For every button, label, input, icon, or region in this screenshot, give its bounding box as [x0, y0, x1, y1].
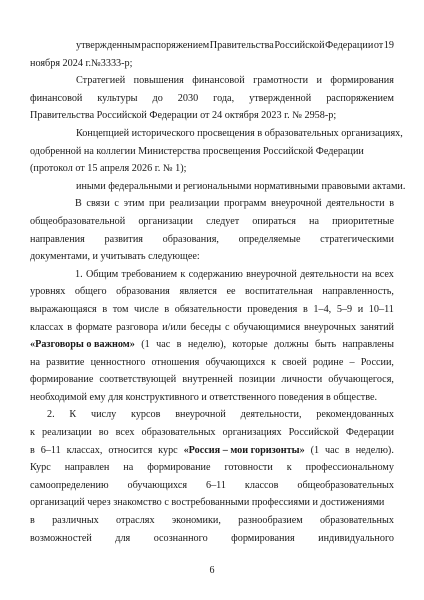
- word: России,: [360, 356, 394, 368]
- word: «Разговоры о важном»: [30, 339, 135, 351]
- word: 6–11: [40, 444, 61, 456]
- word: на: [123, 462, 134, 474]
- document-body: [30, 37, 406, 547]
- word: формирование: [147, 462, 211, 474]
- text-line: [30, 107, 394, 125]
- word: требованием: [121, 268, 178, 280]
- paragraph: [30, 266, 394, 407]
- text-line: [30, 406, 394, 424]
- word: соответствующей: [99, 374, 177, 386]
- word: числе: [134, 303, 159, 315]
- word: направления: [30, 233, 85, 245]
- word: быть: [314, 339, 337, 351]
- text-line: [30, 143, 394, 161]
- word: обучающихся: [127, 479, 188, 491]
- word: 10–11: [368, 303, 394, 315]
- word: которые: [232, 339, 268, 351]
- word: с: [114, 198, 119, 210]
- word: связи: [86, 198, 110, 210]
- word: Стратегией: [76, 75, 126, 87]
- word: культуры: [97, 92, 138, 104]
- word: и: [316, 75, 322, 87]
- word: ее: [226, 286, 236, 298]
- word: 6–11: [205, 479, 226, 491]
- word: организациях: [222, 427, 282, 439]
- word: образовательных: [141, 427, 216, 439]
- word: К: [69, 409, 77, 421]
- word: организаций через знакомство с востребованными профессиями и достижениями: [30, 497, 385, 509]
- word: 19: [383, 40, 394, 51]
- word: 1–4,: [313, 303, 332, 315]
- word: отношения: [151, 356, 200, 368]
- word: распоряжением: [141, 40, 210, 51]
- word: приоритетные: [332, 215, 394, 227]
- word: позиции: [238, 374, 276, 386]
- word: уровнях: [30, 286, 66, 298]
- word: в: [164, 303, 170, 315]
- word: направлен: [64, 462, 110, 474]
- word: образования: [116, 286, 170, 298]
- word: в: [389, 198, 394, 210]
- word: классов: [244, 479, 279, 491]
- text-line: [30, 160, 394, 178]
- text-line: [30, 336, 394, 354]
- paragraph: [30, 72, 394, 125]
- word: личности: [281, 374, 323, 386]
- word: определяемые: [238, 233, 301, 245]
- text-line: [30, 477, 394, 495]
- word: является: [179, 286, 217, 298]
- paragraph: [30, 406, 394, 547]
- word: выражающаяся: [30, 303, 97, 315]
- word: формирование: [30, 374, 94, 386]
- word: в: [30, 515, 35, 527]
- word: общеобразовательных: [297, 479, 394, 491]
- word: всех: [115, 427, 135, 439]
- word: деятельности,: [240, 409, 302, 421]
- word: курсов: [131, 409, 161, 421]
- paragraph: [30, 37, 394, 72]
- word: опираться: [252, 215, 296, 227]
- word: экономики,: [171, 515, 221, 527]
- word: в: [102, 303, 108, 315]
- word: до: [152, 92, 163, 104]
- word: различных: [52, 515, 99, 527]
- word: неделю).: [355, 444, 394, 456]
- word: одобренной на коллегии Министерства просвещения Российской Федерации: [30, 145, 364, 157]
- word: воспитательная: [245, 286, 313, 298]
- word: направлены: [342, 339, 394, 351]
- word: обучающегося,: [328, 374, 394, 386]
- word: занятий: [359, 321, 394, 333]
- text-line: [30, 459, 394, 477]
- word: час: [156, 339, 171, 351]
- text-line: [30, 512, 394, 530]
- word: внеурочной: [270, 198, 322, 210]
- word: внеурочной: [246, 268, 297, 280]
- word: индивидуального: [318, 532, 394, 544]
- word: своей: [282, 356, 307, 368]
- word: обязательности: [174, 303, 242, 315]
- word: классах: [30, 321, 64, 333]
- word: классах,: [66, 444, 103, 456]
- word: относится: [108, 444, 153, 456]
- word: на: [30, 356, 40, 368]
- text-line: [30, 301, 394, 319]
- word: (протокол от 15 апреля 2026 г. № 1);: [30, 163, 187, 175]
- text-line: [30, 178, 406, 196]
- text-line: [30, 90, 394, 108]
- word: при: [148, 198, 165, 210]
- word: родине: [312, 356, 344, 368]
- word: внеурочных: [304, 321, 357, 333]
- word: рекомендованных: [316, 409, 394, 421]
- word: с: [225, 321, 230, 333]
- word: 2.: [47, 409, 55, 421]
- text-line: [30, 248, 394, 266]
- word: финансовой: [192, 75, 245, 87]
- word: готовности: [224, 462, 273, 474]
- word: повышения: [133, 75, 184, 87]
- page-number: 6: [209, 565, 215, 576]
- text-line: [30, 72, 394, 90]
- word: беседы: [190, 321, 222, 333]
- word: проведения: [247, 303, 298, 315]
- word: образования,: [162, 233, 219, 245]
- word: ценностного: [90, 356, 146, 368]
- word: внутренней: [182, 374, 233, 386]
- word: этим: [123, 198, 145, 210]
- word: 5–9: [336, 303, 353, 315]
- word: во: [98, 427, 109, 439]
- word: в: [345, 444, 350, 456]
- word: Правительства Российской Федерации от 24 октября 2023 г. № 2958-р;: [30, 110, 337, 122]
- word: курс: [158, 444, 178, 456]
- word: на: [309, 215, 319, 227]
- text-line: [30, 530, 394, 548]
- word: формирования: [330, 75, 394, 87]
- text-line: [30, 494, 394, 512]
- word: распоряжением: [326, 92, 394, 104]
- word: формате: [75, 321, 113, 333]
- word: необходимой ему для конструктивного и ответственного поведения в обществе.: [30, 391, 378, 403]
- text-line: [30, 389, 394, 407]
- word: час: [324, 444, 340, 456]
- word: для: [115, 532, 131, 544]
- word: (1: [310, 444, 320, 456]
- text-line: [30, 231, 394, 249]
- word: программ: [223, 198, 267, 210]
- paragraph: [30, 195, 394, 265]
- word: –: [349, 356, 355, 368]
- word: ноября 2024 г.№3333-р;: [30, 57, 133, 69]
- word: года,: [213, 92, 235, 104]
- word: Концепцией исторического просвещения в образовательных организациях,: [76, 127, 403, 139]
- word: (1: [141, 339, 150, 351]
- word: Общим: [85, 268, 119, 280]
- word: профессиональному: [305, 462, 394, 474]
- word: Федерации: [325, 40, 374, 51]
- word: неделю),: [187, 339, 227, 351]
- text-line: [30, 266, 394, 284]
- word: Российской: [288, 427, 339, 439]
- text-line: [30, 319, 394, 337]
- word: Курс: [30, 462, 51, 474]
- word: 2030: [177, 92, 199, 104]
- text-line: [30, 37, 394, 55]
- word: В: [75, 198, 82, 210]
- word: разговора: [116, 321, 159, 333]
- word: следует: [206, 215, 240, 227]
- word: от: [373, 40, 384, 51]
- word: содержанию: [188, 268, 243, 280]
- word: числу: [90, 409, 117, 421]
- word: в: [176, 339, 182, 351]
- word: всех: [375, 268, 394, 280]
- word: развития: [104, 233, 143, 245]
- word: Правительства: [209, 40, 274, 51]
- word: «Россия – мои горизонты»: [183, 444, 305, 456]
- word: реализации: [169, 198, 220, 210]
- text-line: [30, 442, 394, 460]
- word: 1.: [75, 268, 83, 280]
- word: деятельности: [300, 268, 359, 280]
- word: общего: [74, 286, 107, 298]
- word: грамотности: [253, 75, 309, 87]
- word: самоопределению: [30, 479, 109, 491]
- text-line: [30, 195, 394, 213]
- word: Федерации: [345, 427, 394, 439]
- word: и/или: [162, 321, 187, 333]
- word: организации: [138, 215, 194, 227]
- word: документами, и учитывать следующее:: [30, 251, 200, 263]
- word: отраслях: [116, 515, 155, 527]
- word: на: [361, 268, 372, 280]
- text-line: [30, 55, 394, 73]
- word: стратегическими: [320, 233, 394, 245]
- word: иными федеральными и региональными нормативными правовыми актами.: [76, 180, 406, 192]
- word: Российской: [274, 40, 325, 51]
- word: в: [30, 444, 35, 456]
- text-line: [30, 424, 394, 442]
- text-line: [30, 125, 403, 143]
- text-line: [30, 213, 394, 231]
- word: утвержденной: [249, 92, 312, 104]
- word: направленность,: [322, 286, 394, 298]
- word: к: [271, 356, 277, 368]
- word: к: [30, 427, 35, 439]
- word: реализации: [41, 427, 92, 439]
- word: деятельности: [326, 198, 385, 210]
- word: к: [180, 268, 186, 280]
- text-line: [30, 371, 394, 389]
- text-line: [30, 283, 394, 301]
- word: обучающихся: [205, 356, 266, 368]
- word: формирования: [231, 532, 295, 544]
- paragraph: [30, 125, 403, 178]
- word: образовательных: [319, 515, 394, 527]
- word: развитие: [46, 356, 85, 368]
- word: утвержденным: [76, 40, 141, 51]
- word: в: [302, 303, 308, 315]
- word: к: [286, 462, 292, 474]
- word: финансовой: [30, 92, 83, 104]
- word: должны: [274, 339, 309, 351]
- word: в: [67, 321, 73, 333]
- word: обучающимися: [233, 321, 301, 333]
- word: разнообразием: [238, 515, 303, 527]
- word: том: [112, 303, 129, 315]
- word: и: [357, 303, 364, 315]
- word: возможностей: [30, 532, 92, 544]
- word: осознанного: [153, 532, 208, 544]
- text-line: [30, 354, 394, 372]
- word: внеурочной: [175, 409, 226, 421]
- paragraph: [30, 178, 406, 196]
- word: общеобразовательной: [30, 215, 126, 227]
